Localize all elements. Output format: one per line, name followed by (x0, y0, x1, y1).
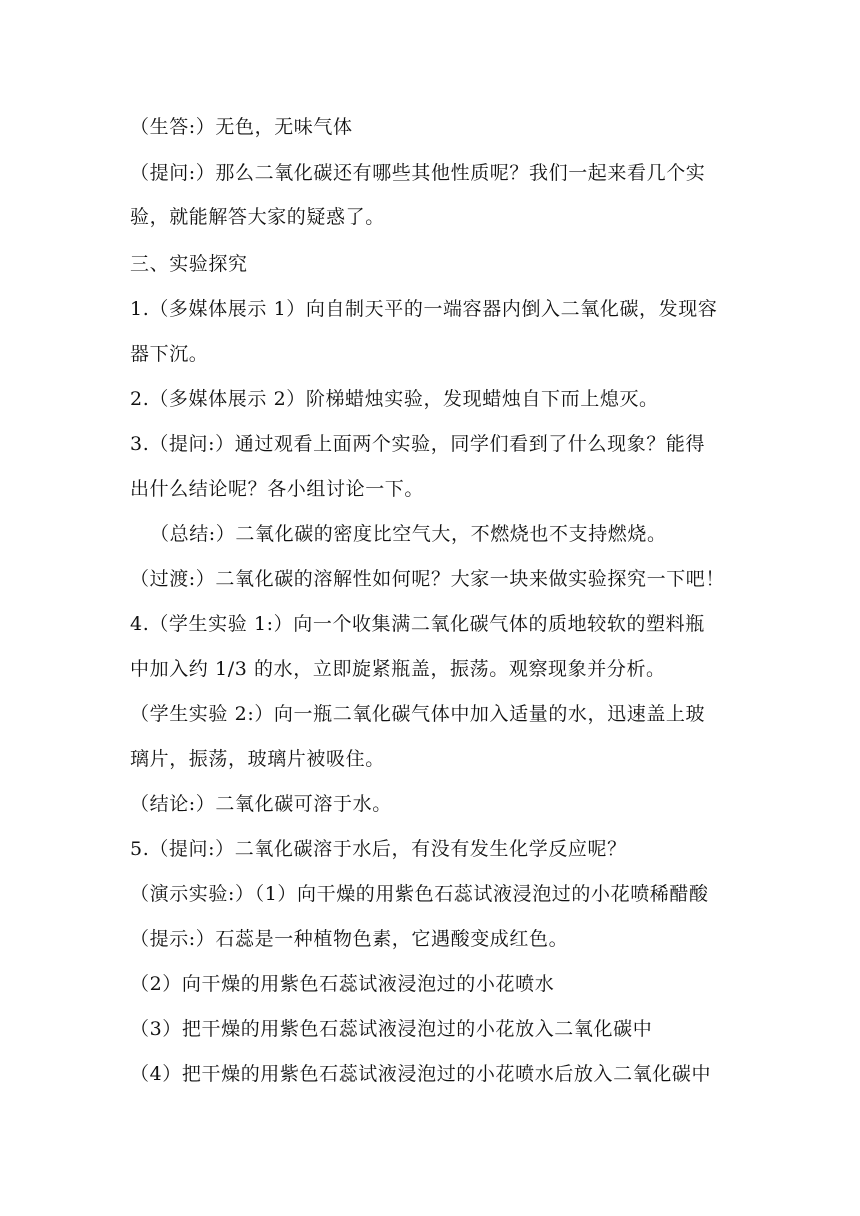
text-line-19: （提示:）石蕊是一种植物色素，它遇酸变成红色。 (130, 928, 569, 950)
text-line-7: 2.（多媒体展示 2）阶梯蜡烛实验，发现蜡烛自下而上熄灭。 (130, 388, 659, 410)
text-line-14: （学生实验 2:）向一瓶二氧化碳气体中加入适量的水，迅速盖上玻 (130, 703, 706, 725)
text-line-5: 1.（多媒体展示 1）向自制天平的一端容器内倒入二氧化碳，发现容 (130, 298, 718, 320)
text-line-8: 3.（提问:）通过观看上面两个实验，同学们看到了什么现象？能得 (130, 433, 706, 455)
text-line-13: 中加入约 1/3 的水，立即旋紧瓶盖，振荡。观察现象并分析。 (130, 658, 666, 680)
text-line-16: （结论:）二氧化碳可溶于水。 (130, 793, 392, 815)
text-line-10: （总结:）二氧化碳的密度比空气大，不燃烧也不支持燃烧。 (150, 523, 667, 545)
text-line-18: （演示实验:）（1）向干燥的用紫色石蕊试液浸泡过的小花喷稀醋酸 (130, 883, 709, 905)
text-line-1: （生答:）无色，无味气体 (130, 116, 353, 138)
text-line-12: 4.（学生实验 1:）向一个收集满二氧化碳气体的质地较软的塑料瓶 (130, 613, 705, 635)
text-line-20: （2）向干燥的用紫色石蕊试液浸泡过的小花喷水 (130, 973, 555, 995)
text-line-6: 器下沉。 (130, 343, 209, 365)
text-line-17: 5.（提问:）二氧化碳溶于水后，有没有发生化学反应呢？ (130, 838, 627, 860)
text-line-9: 出什么结论呢？各小组讨论一下。 (130, 478, 425, 500)
section-heading: 三、实验探究 (130, 253, 248, 275)
text-line-2: （提问:）那么二氧化碳还有哪些其他性质呢？我们一起来看几个实 (130, 162, 706, 184)
text-line-21: （3）把干燥的用紫色石蕊试液浸泡过的小花放入二氧化碳中 (130, 1018, 653, 1040)
text-line-11: （过渡:）二氧化碳的溶解性如何呢？大家一块来做实验探究一下吧！ (130, 568, 726, 590)
text-line-15: 璃片，振荡，玻璃片被吸住。 (130, 748, 385, 770)
text-line-22: （4）把干燥的用紫色石蕊试液浸泡过的小花喷水后放入二氧化碳中 (130, 1063, 712, 1085)
text-line-3: 验，就能解答大家的疑惑了。 (130, 206, 385, 228)
